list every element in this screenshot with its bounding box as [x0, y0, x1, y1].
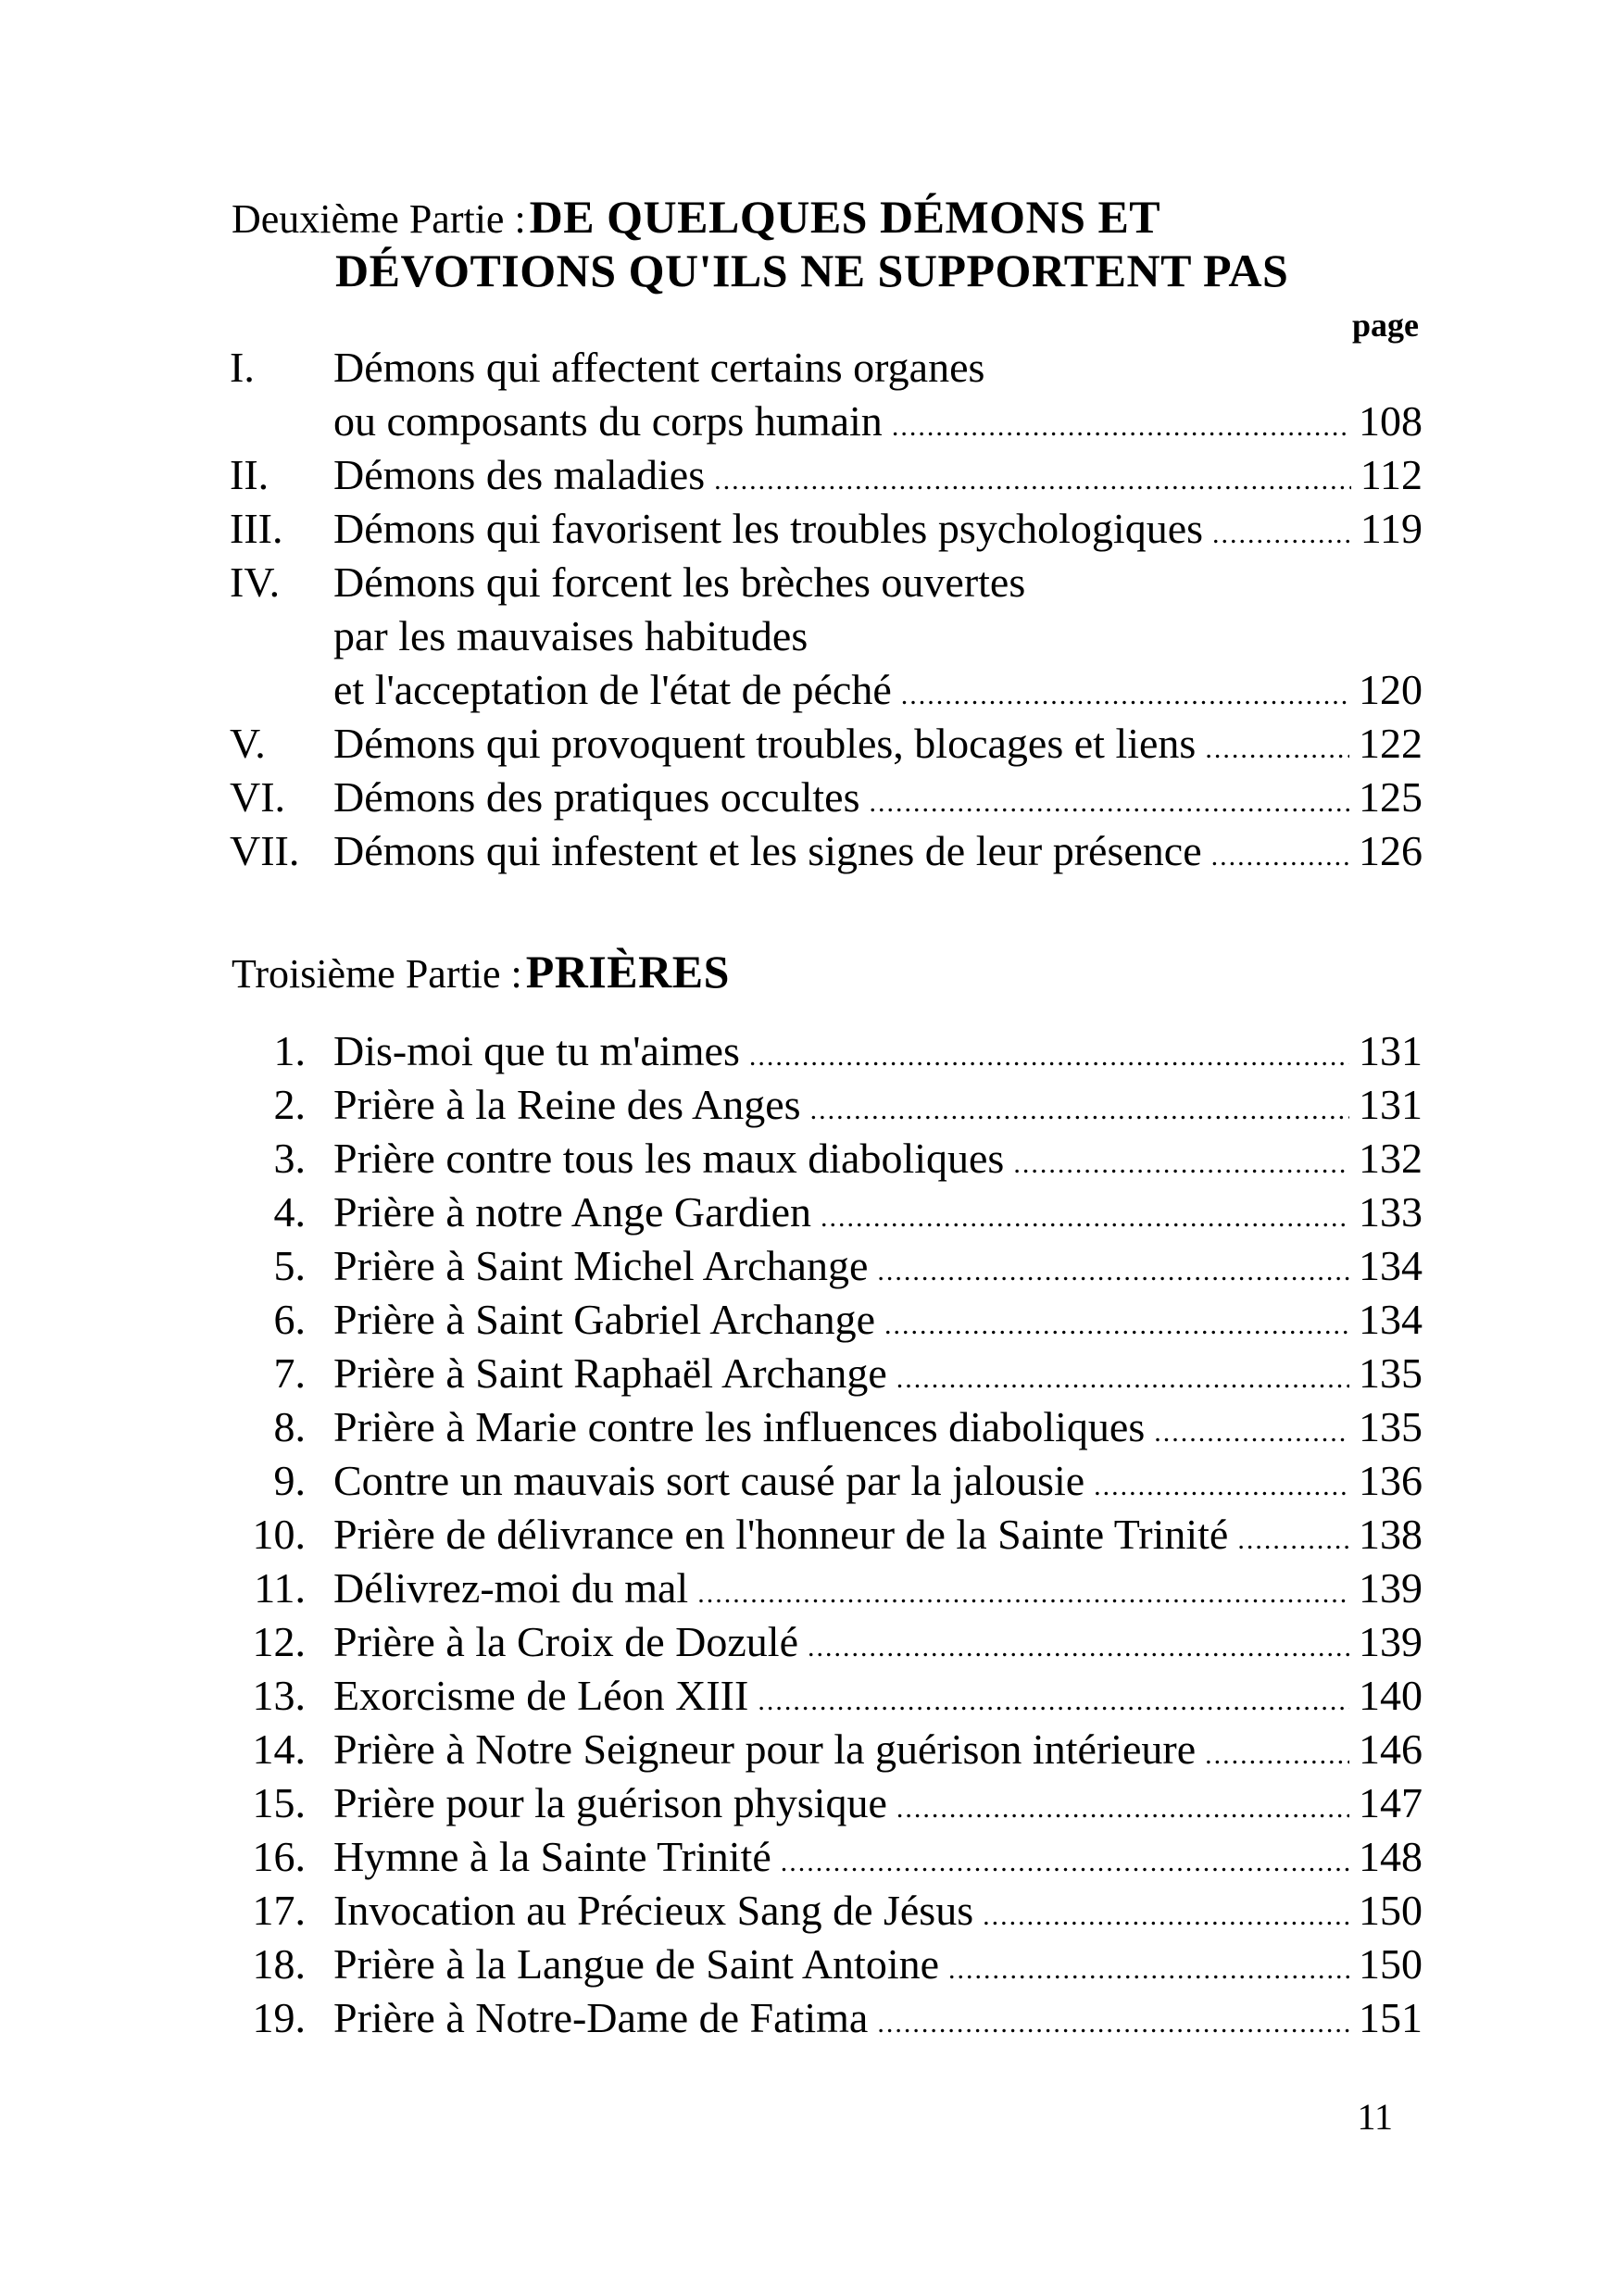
entry-number: II.	[230, 451, 270, 498]
entry-number: 15.	[252, 1779, 306, 1826]
part3-label: Troisième Partie :	[232, 951, 522, 997]
toc-entry	[230, 1293, 1423, 1347]
toc-line	[230, 609, 1423, 663]
entry-number: 1.	[273, 1027, 306, 1074]
entry-title: Prière de délivrance en l'honneur de la Sainte Trinité	[333, 1511, 1229, 1558]
entry-title: Démons des maladies	[333, 451, 706, 498]
entry-page: 148	[1359, 1833, 1423, 1880]
dot-leader	[869, 776, 1349, 830]
entry-title: Prière à notre Ange Gardien	[333, 1188, 812, 1236]
part2-title-line2: DÉVOTIONS QU'ILS NE SUPPORTENT PAS	[335, 245, 1289, 296]
dot-leader	[1211, 830, 1349, 884]
part3-title: PRIÈRES	[525, 946, 730, 997]
entry-page: 112	[1360, 451, 1423, 498]
toc-entry	[230, 502, 1423, 556]
entry-title: Prière à Saint Raphaël Archange	[333, 1349, 887, 1397]
dot-leader	[948, 1943, 1349, 1997]
entry-number: 2.	[273, 1081, 306, 1128]
dot-leader	[1094, 1460, 1349, 1513]
entry-title: Contre un mauvais sort causé par la jalousie	[333, 1457, 1085, 1504]
entry-number: 13.	[252, 1672, 306, 1719]
toc-entry	[230, 1400, 1423, 1454]
toc-line	[230, 341, 1423, 395]
toc-entry	[230, 341, 1423, 448]
entry-title: Démons qui infestent et les signes de leur présence	[333, 827, 1202, 874]
entry-page: 150	[1359, 1940, 1423, 1988]
entry-number: VII.	[230, 827, 300, 874]
toc-entry	[230, 1938, 1423, 1991]
toc-entry	[230, 556, 1423, 717]
entry-page: 125	[1359, 773, 1423, 821]
dot-leader	[1013, 1137, 1349, 1191]
dot-leader	[901, 669, 1349, 722]
part3-heading	[232, 945, 730, 998]
entry-page: 151	[1359, 1994, 1423, 2041]
entry-title: Prière à Saint Gabriel Archange	[333, 1296, 875, 1343]
toc-entry	[230, 1615, 1423, 1669]
entry-title: Invocation au Précieux Sang de Jésus	[333, 1887, 974, 1934]
toc-entry	[230, 824, 1423, 878]
entry-number: 19.	[252, 1994, 306, 2041]
entry-number: 16.	[252, 1833, 306, 1880]
toc-entry	[230, 1347, 1423, 1400]
toc-entry	[230, 1776, 1423, 1830]
entry-page: 122	[1359, 720, 1423, 767]
toc-entry	[230, 1830, 1423, 1884]
dot-leader	[877, 1997, 1349, 2051]
entry-number: IV.	[230, 558, 281, 606]
toc-entry	[230, 771, 1423, 824]
entry-number: III.	[230, 505, 283, 552]
entry-title: Dis-moi que tu m'aimes	[333, 1027, 740, 1074]
toc-entry	[230, 1669, 1423, 1723]
toc-entry	[230, 1723, 1423, 1776]
toc-line	[230, 448, 1423, 502]
entry-number: 10.	[252, 1511, 306, 1558]
entry-title: et l'acceptation de l'état de péché	[333, 666, 892, 713]
toc-entry	[230, 1186, 1423, 1239]
entry-number: 17.	[252, 1887, 306, 1934]
entry-title: Démons des pratiques occultes	[333, 773, 860, 821]
dot-leader	[749, 1030, 1349, 1084]
entry-page: 126	[1359, 827, 1423, 874]
dot-leader	[808, 1621, 1349, 1675]
entry-page: 139	[1359, 1564, 1423, 1612]
dot-leader	[892, 400, 1349, 454]
dot-leader	[983, 1889, 1349, 1943]
dot-leader	[896, 1782, 1349, 1836]
dot-leader	[758, 1675, 1349, 1728]
page-column-label: page	[1352, 307, 1419, 344]
dot-leader	[1205, 722, 1349, 776]
dot-leader	[821, 1191, 1349, 1245]
toc-entry	[230, 1508, 1423, 1562]
entry-page: 146	[1359, 1725, 1423, 1773]
entry-page: 133	[1359, 1188, 1423, 1236]
dot-leader	[697, 1567, 1349, 1621]
part2-toc	[230, 341, 1423, 878]
toc-entry	[230, 1239, 1423, 1293]
entry-page: 136	[1359, 1457, 1423, 1504]
entry-title: par les mauvaises habitudes	[333, 612, 808, 659]
entry-number: 6.	[273, 1296, 306, 1343]
entry-number: VI.	[230, 773, 286, 821]
dot-leader	[1237, 1513, 1349, 1567]
entry-number: 7.	[273, 1349, 306, 1397]
dot-leader	[1212, 508, 1351, 561]
dot-leader	[781, 1836, 1349, 1889]
entry-number: 5.	[273, 1242, 306, 1289]
entry-page: 120	[1359, 666, 1423, 713]
entry-title: Exorcisme de Léon XIII	[333, 1672, 749, 1719]
entry-page: 132	[1359, 1135, 1423, 1182]
entry-title: Prière à la Reine des Anges	[333, 1081, 801, 1128]
toc-line	[230, 717, 1423, 771]
entry-number: 9.	[273, 1457, 306, 1504]
entry-page: 135	[1359, 1349, 1423, 1397]
part2-heading	[232, 190, 1160, 244]
entry-page: 108	[1359, 397, 1423, 445]
entry-title: Prière à la Langue de Saint Antoine	[333, 1940, 940, 1988]
entry-title: Prière pour la guérison physique	[333, 1779, 887, 1826]
dot-leader	[877, 1245, 1349, 1299]
toc-entry	[230, 1884, 1423, 1938]
entry-page: 140	[1359, 1672, 1423, 1719]
entry-title: Prière à Notre-Dame de Fatima	[333, 1994, 869, 2041]
toc-line	[230, 502, 1423, 556]
toc-entry	[230, 1562, 1423, 1615]
entry-title: Hymne à la Sainte Trinité	[333, 1833, 771, 1880]
dot-leader	[1205, 1728, 1349, 1782]
entry-number: 18.	[252, 1940, 306, 1988]
entry-title: Délivrez-moi du mal	[333, 1564, 689, 1612]
entry-number: 4.	[273, 1188, 306, 1236]
toc-line	[230, 771, 1423, 824]
dot-leader	[884, 1299, 1349, 1352]
toc-entry	[230, 1078, 1423, 1132]
part3-toc	[230, 1024, 1423, 2045]
entry-number: 3.	[273, 1135, 306, 1182]
toc-entry	[230, 448, 1423, 502]
entry-title: Prière à la Croix de Dozulé	[333, 1618, 798, 1665]
entry-title: Démons qui provoquent troubles, blocages et liens	[333, 720, 1197, 767]
page-number: 11	[1357, 2096, 1393, 2138]
toc-line	[230, 824, 1423, 878]
entry-page: 134	[1359, 1242, 1423, 1289]
toc-entry	[230, 1454, 1423, 1508]
dot-leader	[810, 1084, 1349, 1137]
entry-page: 131	[1359, 1027, 1423, 1074]
dot-leader	[896, 1352, 1349, 1406]
entry-number: V.	[230, 720, 266, 767]
toc-line	[230, 663, 1423, 717]
toc-entry	[230, 1132, 1423, 1186]
entry-title: Démons qui favorisent les troubles psychologiques	[333, 505, 1204, 552]
entry-title: Démons qui forcent les brèches ouvertes	[333, 558, 1026, 606]
entry-page: 138	[1359, 1511, 1423, 1558]
toc-line	[230, 395, 1423, 448]
toc-entry	[230, 1024, 1423, 1078]
entry-number: I.	[230, 344, 255, 391]
toc-entry	[230, 1991, 1423, 2045]
part2-title-line1: DE QUELQUES DÉMONS ET	[529, 191, 1161, 243]
entry-number: 11.	[254, 1564, 306, 1612]
entry-page: 131	[1359, 1081, 1423, 1128]
entry-number: 8.	[273, 1403, 306, 1450]
entry-title: Prière à Notre Seigneur pour la guérison intérieure	[333, 1725, 1197, 1773]
entry-page: 150	[1359, 1887, 1423, 1934]
entry-page: 119	[1360, 505, 1423, 552]
dot-leader	[714, 454, 1351, 508]
entry-number: 14.	[252, 1725, 306, 1773]
toc-entry	[230, 717, 1423, 771]
toc-line	[230, 556, 1423, 609]
entry-page: 135	[1359, 1403, 1423, 1450]
entry-page: 134	[1359, 1296, 1423, 1343]
entry-title: Prière à Marie contre les influences diaboliques	[333, 1403, 1146, 1450]
entry-title: Prière à Saint Michel Archange	[333, 1242, 869, 1289]
entry-title: ou composants du corps humain	[333, 397, 883, 445]
entry-title: Prière contre tous les maux diaboliques	[333, 1135, 1005, 1182]
dot-leader	[1154, 1406, 1349, 1460]
part2-label: Deuxième Partie :	[232, 196, 526, 242]
entry-title: Démons qui affectent certains organes	[333, 344, 985, 391]
entry-page: 139	[1359, 1618, 1423, 1665]
entry-page: 147	[1359, 1779, 1423, 1826]
entry-number: 12.	[252, 1618, 306, 1665]
